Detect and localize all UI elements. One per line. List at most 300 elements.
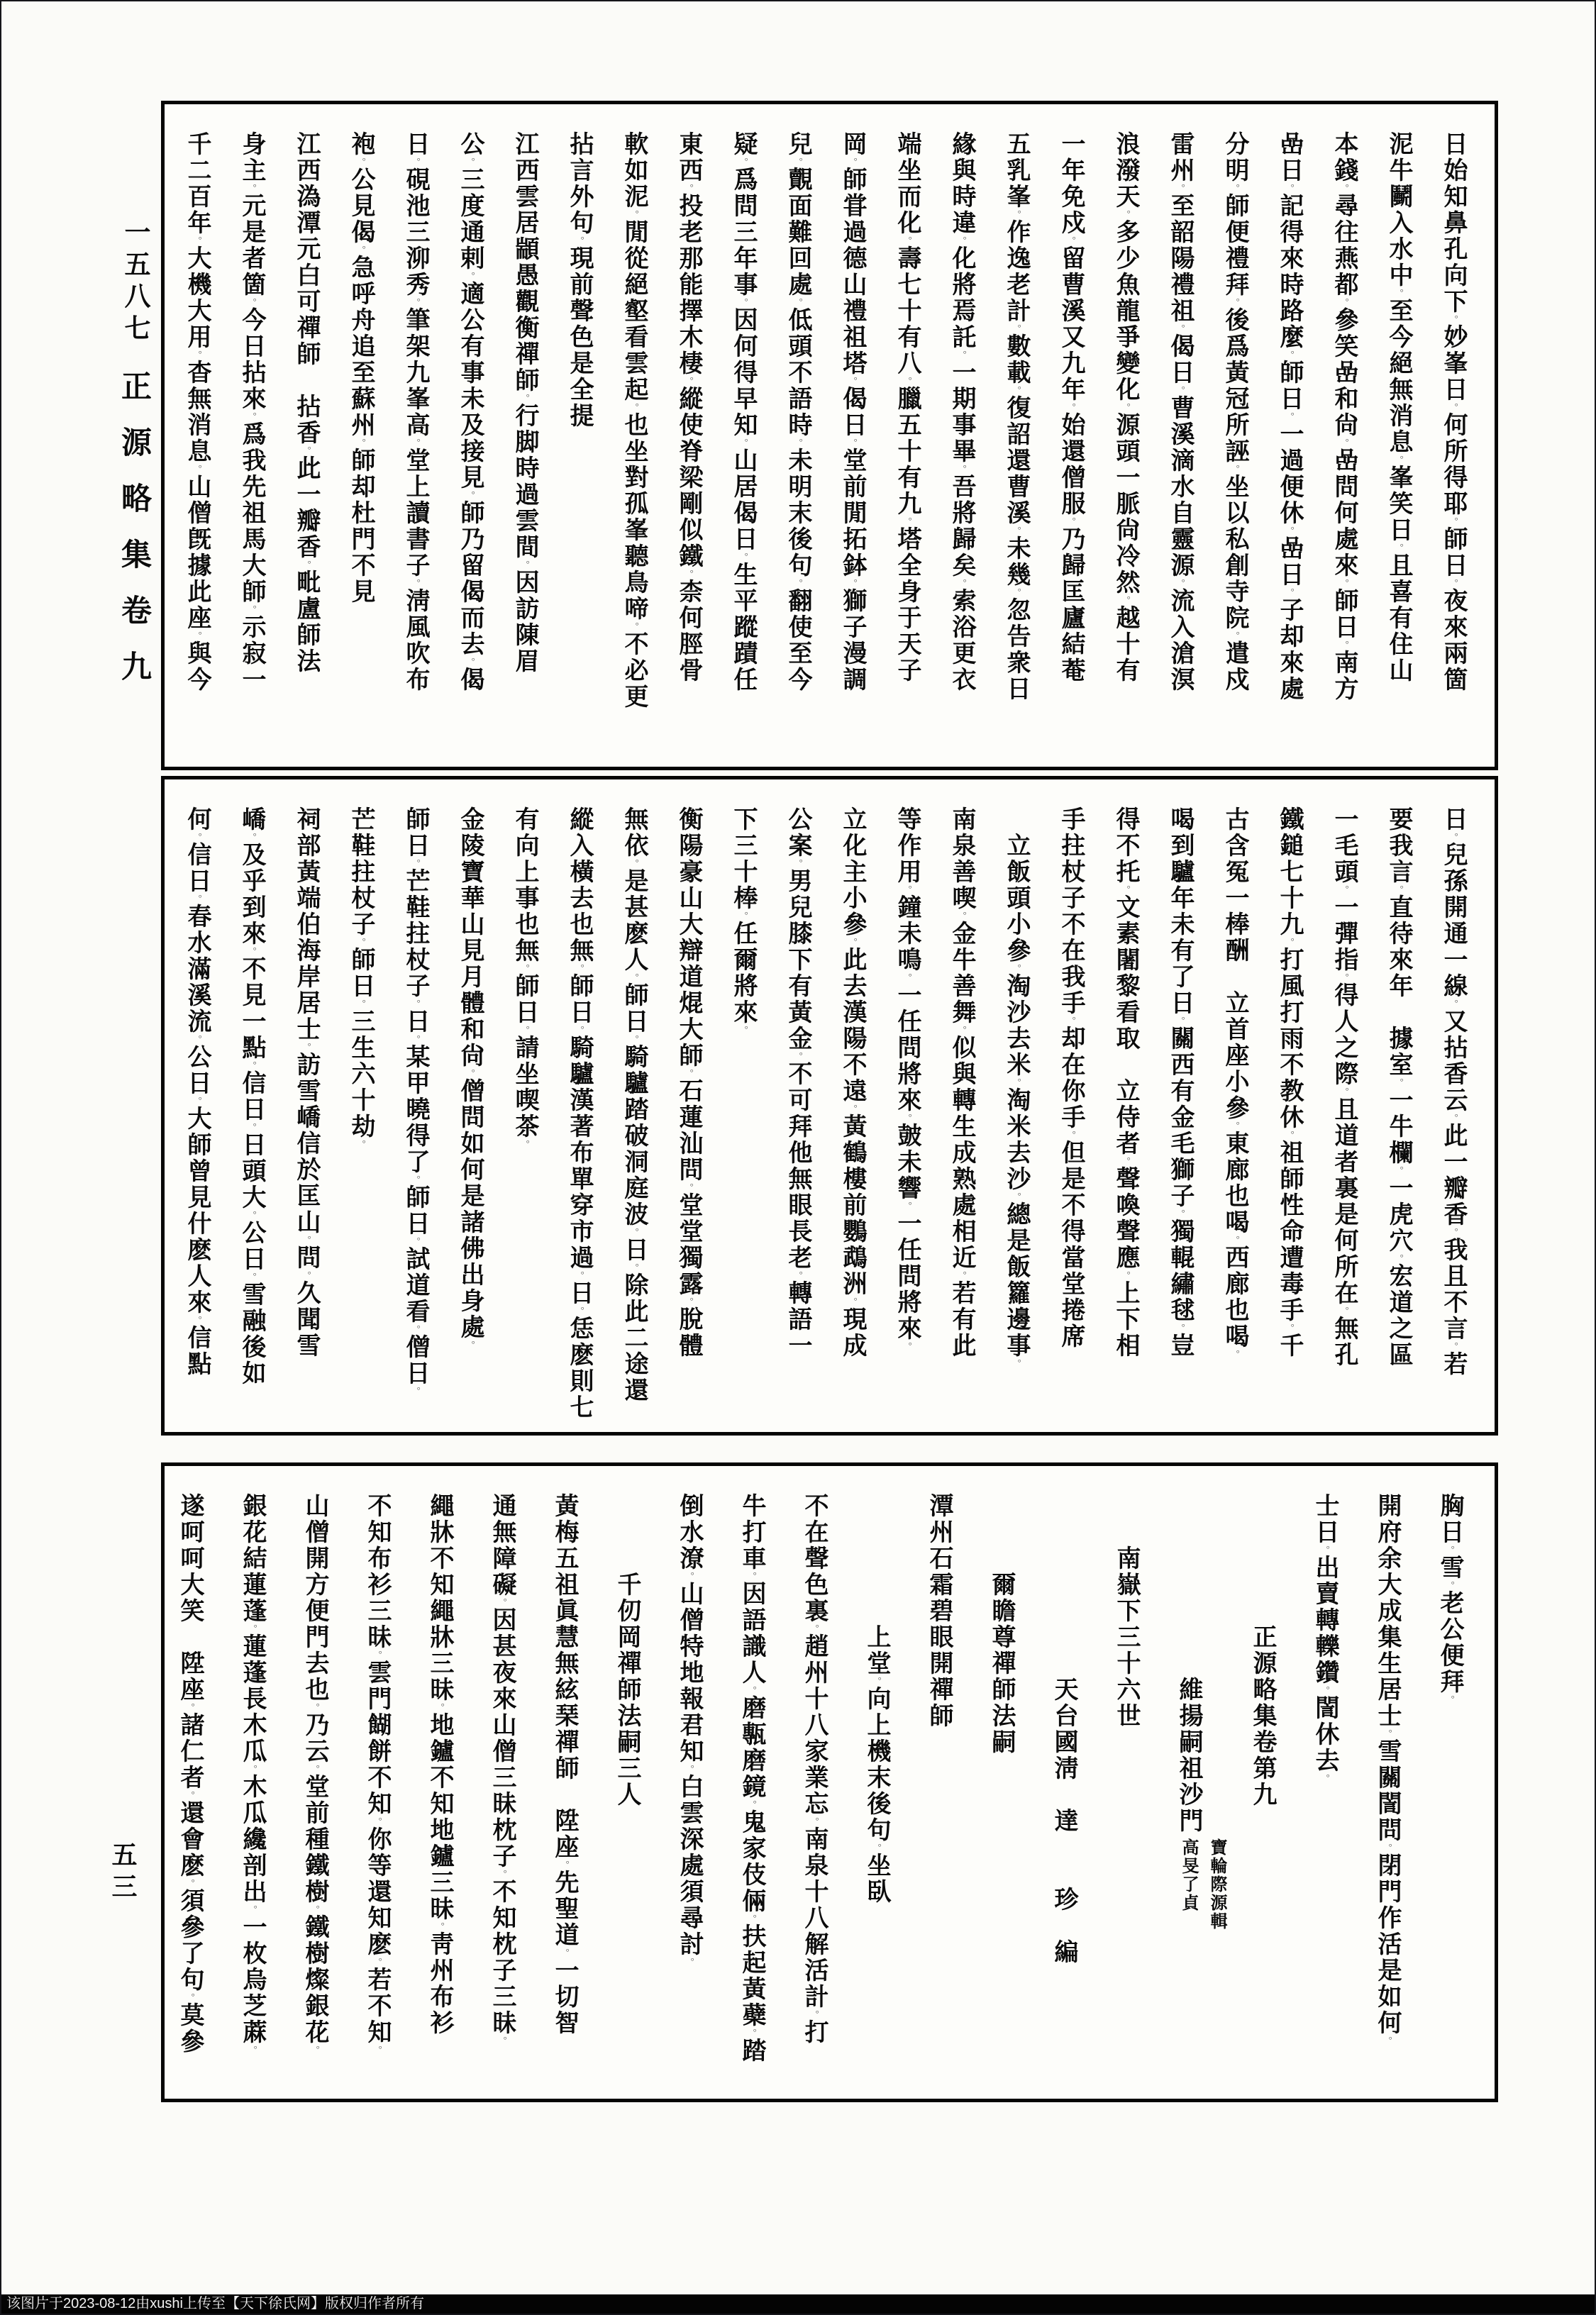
reading-mark: 。 [1229, 184, 1240, 193]
reading-mark: 。 [792, 859, 803, 868]
text-column: 無依。是甚麽人。師日。騎驢踏破洞庭波。日。除此二途還 [621, 806, 647, 1404]
text-column: 爾瞻尊禪師法嗣 [988, 1572, 1014, 1755]
reading-mark: 。 [192, 1316, 202, 1325]
reading-mark: 。 [301, 1236, 311, 1245]
reading-mark: 。 [1284, 588, 1295, 597]
reading-mark: 。 [1393, 885, 1404, 894]
reading-mark: 。 [519, 1026, 530, 1035]
reading-mark: 。 [192, 1097, 202, 1106]
text-column: 兒。覿面難回處。低頭不語時。未明末後句。翻使至今 [785, 131, 811, 693]
reading-mark: 。 [1011, 964, 1021, 973]
reading-mark: 。 [1011, 526, 1021, 535]
reading-mark: 。 [1011, 386, 1021, 395]
reading-mark: 。 [1011, 210, 1021, 219]
text-column: 開府余大成集生居士。雪關誾問。閉門作活是如何。 [1374, 1493, 1400, 2045]
reading-mark: 。 [1393, 1166, 1404, 1175]
reading-mark: 。 [628, 859, 639, 868]
text-column: 胸日。雪。老公便拜。 [1436, 1493, 1463, 1704]
reading-mark: 。 [434, 1703, 445, 1712]
reading-mark: 。 [956, 1026, 967, 1035]
reading-mark: 。 [246, 833, 257, 842]
reading-mark: 。 [1448, 833, 1458, 842]
text-column: 嵒日。記得來時路麼。師日。一過便休。嵒日。子却來處 [1276, 131, 1302, 702]
reading-mark: 。 [309, 1703, 320, 1712]
reading-mark: 。 [847, 157, 858, 167]
watermark-bar [1, 2294, 1595, 2314]
reading-mark: 。 [738, 298, 748, 307]
reading-mark: 。 [628, 622, 639, 631]
text-column: 浪潑天。多少魚龍爭變化。源頭一脈尙冷然。越十有 [1112, 131, 1138, 684]
reading-mark: 。 [519, 394, 530, 403]
text-column: 有向上事也無。師日。請坐喫茶。 [511, 806, 538, 1149]
reading-mark: 。 [956, 1271, 967, 1280]
reading-mark: 。 [902, 517, 912, 526]
margin-folio-number: 五三 [109, 1841, 137, 1905]
reading-mark: 。 [1393, 1254, 1404, 1263]
reading-mark: 。 [1448, 517, 1458, 526]
text-column: 銀花結蓮蓬。蓮蓬長木瓜。木瓜纔剖出。一枚烏芝蔴。 [239, 1493, 265, 2055]
reading-mark: 。 [956, 579, 967, 588]
reading-mark: 。 [1120, 210, 1131, 219]
reading-mark: 。 [247, 1765, 257, 1774]
reading-mark: 。 [497, 2036, 507, 2045]
reading-mark: 。 [628, 1263, 639, 1272]
reading-mark: 。 [956, 911, 967, 921]
text-column: 日。硯池三泖秀。筆架九峯高。堂上讀書子。淸風吹布 [402, 131, 428, 693]
margin-page-number: 一五八七 [120, 218, 149, 346]
reading-mark: 。 [497, 1870, 507, 1879]
text-column: 得不托。文素闍黎看取 立侍者。聲喚聲應。上下相 [1112, 806, 1138, 1359]
reading-mark: 。 [246, 1061, 257, 1070]
text-column: 山僧開方便門去也。乃云。堂前種鐵樹。鐵樹燦銀花。 [301, 1493, 328, 2055]
reading-mark: 。 [1065, 1131, 1076, 1140]
reading-mark: 。 [1382, 2036, 1392, 2045]
reading-mark: 。 [683, 377, 694, 386]
text-column: 南泉善喫。金牛善舞。似與轉生成熟處相近。若有此 [948, 806, 975, 1359]
reading-mark: 。 [792, 438, 803, 448]
reading-mark: 。 [246, 605, 257, 614]
text-column: 下三十棒。任爾將來。 [730, 806, 756, 1035]
text-column: 千仞岡禪師法嗣三人 [614, 1572, 640, 1808]
text-column: 鐵鎚七十九。打風打雨不教休。祖師性命遭毒手。千 [1276, 806, 1302, 1359]
reading-mark: 。 [1065, 1016, 1076, 1026]
reading-mark: 。 [246, 1272, 257, 1282]
reading-mark: 。 [192, 894, 202, 904]
text-column: 衡陽豪山大辯道焜大師。石蓮汕問。堂堂獨露。脫體 [675, 806, 702, 1359]
reading-mark: 。 [628, 1035, 639, 1044]
reading-mark: 。 [1319, 1545, 1330, 1555]
reading-mark: 。 [246, 1211, 257, 1220]
text-column: 立化主小參。此去漢陽不遠。黃鶴樓前鸚鵡洲。現成 [839, 806, 865, 1359]
reading-mark: 。 [684, 1572, 694, 1581]
reading-mark: 。 [465, 157, 475, 167]
reading-mark: 。 [410, 1175, 421, 1184]
text-column: 上堂。向上機末後句。坐臥 [863, 1624, 890, 1905]
text-block-upper [161, 101, 1498, 770]
reading-mark: 。 [1393, 1078, 1404, 1087]
reading-mark: 。 [1382, 1843, 1392, 1853]
reading-mark: 。 [246, 947, 257, 956]
reading-mark: 。 [628, 403, 639, 412]
reading-mark: 。 [871, 1677, 882, 1686]
reading-mark: 。 [574, 1306, 584, 1316]
reading-mark: 。 [1120, 885, 1131, 894]
reading-mark: 。 [809, 2010, 819, 2019]
text-column: 一年免戍。留曹溪又九年。始還僧服。乃歸匡廬結菴 [1058, 131, 1084, 684]
reading-mark: 。 [1448, 1342, 1458, 1351]
reading-mark: 。 [746, 1800, 757, 1809]
reading-mark: 。 [355, 1140, 366, 1149]
reading-mark: 。 [355, 245, 366, 255]
reading-mark: 。 [372, 2045, 382, 2055]
text-column: 日始知鼻孔向下。妙峯日。何所得耶。師日。夜來兩箇 [1440, 131, 1466, 693]
reading-mark: 。 [1339, 885, 1349, 894]
margin-volume-title: 正源略集卷九 [117, 370, 150, 706]
reading-mark: 。 [1120, 403, 1131, 412]
reading-mark: 。 [184, 1993, 195, 2002]
reading-mark: 。 [372, 1958, 382, 1967]
reading-mark: 。 [1444, 1695, 1455, 1704]
text-column: 芒鞋拄杖子。師日。三生六十劫。 [348, 806, 374, 1149]
reading-mark: 。 [1393, 289, 1404, 298]
reading-mark: 。 [847, 579, 858, 588]
text-column: 岡。師甞過德山禮祖塔。偈日。堂前閒拓鉢。獅子漫調 [839, 131, 865, 693]
reading-mark: 。 [574, 1026, 584, 1035]
text-column: 牛打車。因語識人。磨甎磨鏡。鬼家伎倆。扶起黃蘗。踏 [738, 1493, 765, 2064]
text-column: 日。兒孫開通一線。又拈香云。此一瓣香。我且不言。若 [1440, 806, 1466, 1377]
reading-mark: 。 [1339, 1087, 1349, 1097]
text-column: 江西雲居顓愚觀衡禪師。行脚時過雲間。因訪陳眉 [511, 131, 538, 674]
reading-mark: 。 [902, 885, 912, 894]
reading-mark: 。 [1011, 1192, 1021, 1201]
text-column: 千二百年。大機大用。杳無消息。山僧旣據此座。與今 [184, 131, 210, 693]
reading-mark: 。 [465, 1340, 475, 1350]
text-column: 天台國淸 達 珍 編 [1051, 1677, 1077, 1965]
reading-mark: 。 [465, 1069, 475, 1078]
text-column: 要我言。直待來年 據室。一牛欄。一虎穴。宏道之區 [1385, 806, 1412, 1368]
text-column: 東西。投老那能擇木棲。縱使脊梁剛似鐵。柰何脛骨 [675, 131, 702, 684]
reading-mark: 。 [628, 1228, 639, 1237]
reading-mark: 。 [738, 553, 748, 562]
text-column: 拈言外句。現前聲色是全提 [566, 131, 592, 429]
text-column: 何。信日。春水滿溪流。公日。大師曾見什麽人來。信點 [184, 806, 210, 1377]
reading-mark: 。 [792, 1052, 803, 1061]
reading-mark: 。 [1065, 236, 1076, 245]
reading-mark: 。 [309, 2045, 320, 2055]
text-column: 維揚嗣祖沙門 寶輪際源輯 高旻了貞 [1157, 1493, 1231, 2094]
text-column: 潭州石霜碧眼開禪師 [926, 1493, 952, 1729]
reading-mark: 。 [246, 298, 257, 307]
reading-mark: 。 [574, 236, 584, 245]
reading-mark: 。 [192, 350, 202, 360]
reading-mark: 。 [355, 999, 366, 1009]
reading-mark: 。 [497, 1598, 507, 1607]
text-column: 通無障礙。因甚夜來山僧三昧枕子。不知枕子三昧。 [489, 1493, 515, 2045]
reading-mark: 。 [301, 1271, 311, 1280]
reading-mark: 。 [410, 859, 421, 868]
reading-mark: 。 [192, 236, 202, 245]
reading-mark: 。 [1284, 938, 1295, 947]
reading-mark: 。 [1448, 315, 1458, 324]
text-column: 金陵寶華山見月體和尙。僧問如何是諸佛出身處。 [457, 806, 483, 1350]
reading-mark: 。 [847, 377, 858, 386]
reading-mark: 。 [1448, 579, 1458, 588]
reading-mark: 。 [1011, 1359, 1021, 1368]
reading-mark: 。 [746, 2028, 757, 2038]
reading-mark: 。 [1065, 517, 1076, 526]
text-column: 古含冤一棒酬 立首座小參。東廊也喝。西廊也喝。 [1221, 806, 1248, 1359]
text-column: 等作用。鐘未鳴。一任問將來。皷未響。一任問將來。 [894, 806, 920, 1351]
reading-mark: 。 [628, 210, 639, 219]
reading-mark: 。 [683, 1297, 694, 1306]
reading-mark: 。 [1444, 1545, 1455, 1555]
reading-mark: 。 [410, 157, 421, 167]
text-column: 倒水潦。山僧特地報君知。白雲深處須尋討。 [676, 1493, 702, 1967]
reading-mark: 。 [372, 1650, 382, 1660]
reading-mark: 。 [1444, 1581, 1455, 1590]
reading-mark: 。 [410, 438, 421, 448]
reading-mark: 。 [1382, 1729, 1392, 1738]
reading-mark: 。 [1448, 1114, 1458, 1123]
reading-mark: 。 [683, 184, 694, 193]
reading-mark: 。 [746, 1572, 757, 1581]
reading-mark: 。 [519, 1140, 530, 1149]
text-column: 嶠。及乎到來。不見一點。信日。日頭大。公日。雪融後如 [238, 806, 265, 1387]
text-columns-middle [170, 806, 1480, 1428]
reading-mark: 。 [1229, 298, 1240, 307]
reading-mark: 。 [410, 1325, 421, 1334]
reading-mark: 。 [1339, 973, 1349, 982]
reading-mark: 。 [956, 350, 967, 360]
reading-mark: 。 [746, 1686, 757, 1695]
reading-mark: 。 [1284, 1131, 1295, 1140]
reading-mark: 。 [1120, 1157, 1131, 1166]
reading-mark: 。 [1284, 526, 1295, 535]
reading-mark: 。 [574, 964, 584, 973]
reading-mark: 。 [956, 236, 967, 245]
reading-mark: 。 [410, 1237, 421, 1246]
reading-mark: 。 [247, 2045, 257, 2055]
text-column: 身主。元是者箇。今日拈來。爲我先祖馬大師。示寂一 [238, 131, 265, 693]
reading-mark: 。 [1229, 1236, 1240, 1245]
reading-mark: 。 [1065, 403, 1076, 412]
reading-mark: 。 [684, 1958, 694, 1967]
reading-mark: 。 [355, 938, 366, 947]
text-column: 泥牛鬭入水中。至今絕無消息。峯笑日。且喜有住山 [1385, 131, 1412, 684]
text-column: 南嶽下三十六世 [1113, 1545, 1139, 1729]
reading-mark: 。 [1011, 588, 1021, 597]
reading-mark: 。 [746, 1914, 757, 1923]
text-column: 遂呵呵大笑 陞座。諸仁者。還會麽。須參了句。莫參 [177, 1493, 203, 2055]
reading-mark: 。 [1011, 324, 1021, 333]
reading-mark: 。 [184, 1879, 195, 1888]
text-column: 祠部黃端伯海岸居士。訪雪嶠信於匡山。問。久聞雪 [293, 806, 319, 1359]
reading-mark: 。 [184, 1703, 195, 1712]
reading-mark: 。 [847, 1297, 858, 1306]
reading-mark: 。 [902, 1114, 912, 1123]
reading-mark: 。 [1229, 1121, 1240, 1131]
text-column: 公案。男兒膝下有黃金。不可拜他無眼長老。轉語一 [785, 806, 811, 1359]
reading-mark: 。 [309, 1765, 320, 1774]
reading-mark: 。 [871, 1843, 882, 1853]
reading-mark: 。 [628, 973, 639, 982]
text-column: 喝到驢年未有了日。關西有金毛獅子。獨輥繡毬。豈 [1167, 806, 1193, 1359]
reading-mark: 。 [847, 438, 858, 448]
text-column: 雷州。至韶陽禮祖。偈日。曹溪滴水自靈源。流入滄溟 [1167, 131, 1193, 693]
reading-mark: 。 [1339, 579, 1349, 588]
reading-mark: 。 [1393, 455, 1404, 465]
reading-mark: 。 [246, 1123, 257, 1132]
reading-mark: 。 [434, 1922, 445, 1931]
reading-mark: 。 [902, 1201, 912, 1211]
reading-mark: 。 [792, 157, 803, 167]
reading-mark: 。 [1339, 1306, 1349, 1316]
reading-mark: 。 [902, 377, 912, 386]
reading-mark: 。 [1284, 1323, 1295, 1333]
reading-mark: 。 [1229, 631, 1240, 640]
reading-mark: 。 [902, 973, 912, 982]
reading-mark: 。 [410, 298, 421, 307]
text-column: 繩牀不知繩牀三昧。地鑪不知地鑪三昧。靑州布衫 [426, 1493, 453, 2036]
reading-mark: 。 [559, 1948, 570, 1958]
reading-mark: 。 [1339, 640, 1349, 650]
reading-mark: 。 [683, 570, 694, 579]
reading-mark: 。 [410, 999, 421, 1009]
reading-mark: 。 [792, 579, 803, 588]
reading-mark: 。 [1175, 386, 1185, 395]
reading-mark: 。 [247, 1624, 257, 1633]
reading-mark: 。 [1319, 1774, 1330, 1783]
reading-mark: 。 [1229, 465, 1240, 474]
reading-mark: 。 [1448, 403, 1458, 412]
reading-mark: 。 [1284, 350, 1295, 360]
reading-mark: 。 [1175, 579, 1185, 588]
reading-mark: 。 [738, 911, 748, 921]
text-columns-upper [170, 131, 1480, 762]
reading-mark: 。 [792, 298, 803, 307]
text-column: 縱入橫去也無。師日。騎驢漢著布單穿市過。日。恁麽則七 [566, 806, 592, 1421]
text-column: 立飯頭小參。淘沙去米。淘米去沙。總是飯籮邊事。 [1003, 833, 1029, 1368]
reading-mark: 。 [465, 657, 475, 667]
reading-mark: 。 [1319, 1686, 1330, 1695]
reading-mark: 。 [809, 1817, 819, 1826]
text-column: 緣與時違。化將焉託。一期事畢。吾將歸矣。索浴更衣 [948, 131, 975, 693]
reading-mark: 。 [902, 236, 912, 245]
reading-mark: 。 [192, 465, 202, 474]
reading-mark: 。 [247, 1905, 257, 1914]
reading-mark: 。 [410, 1387, 421, 1396]
text-column: 軟如泥。閒從絕壑看雲起。也坐對孤峯聽鳥啼。不必更 [621, 131, 647, 710]
reading-mark: 。 [847, 1104, 858, 1114]
reading-mark: 。 [1284, 412, 1295, 421]
reading-mark: 。 [1339, 298, 1349, 307]
reading-mark: 。 [192, 631, 202, 640]
reading-mark: 。 [246, 412, 257, 421]
text-block-middle [161, 776, 1498, 1436]
reading-mark: 。 [465, 272, 475, 281]
text-column: 黃梅五祖眞慧無絃琹禪師 陞座。先聖道。一切智 [551, 1493, 577, 2036]
dual-line-annotation [1174, 1838, 1231, 1931]
text-column: 師日。芒鞋拄杖子。日。某甲曉得了。師日。試道看。僧日。 [402, 806, 428, 1396]
reading-mark: 。 [1175, 1323, 1185, 1333]
reading-mark: 。 [684, 1765, 694, 1774]
reading-mark: 。 [792, 1271, 803, 1280]
text-column: 不知布衫三昧。雲門餬餅不知。你等還知麽。若不知。 [364, 1493, 390, 2055]
reading-mark: 。 [1393, 543, 1404, 553]
reading-mark: 。 [902, 1342, 912, 1351]
reading-mark: 。 [410, 1035, 421, 1044]
reading-mark: 。 [301, 446, 311, 455]
reading-mark: 。 [847, 938, 858, 947]
reading-mark: 。 [184, 1791, 195, 1800]
reading-mark: 。 [738, 438, 748, 448]
reading-mark: 。 [1448, 1228, 1458, 1237]
reading-mark: 。 [301, 1043, 311, 1052]
reading-mark: 。 [372, 1817, 382, 1826]
text-column: 公。三度通剌。適公有事未及接見。師乃留偈而去。偈 [457, 131, 483, 693]
reading-mark: 。 [309, 1905, 320, 1914]
reading-mark: 。 [559, 1860, 570, 1870]
text-column: 手拄杖子不在我手。却在你手。但是不得當堂捲席 [1058, 806, 1084, 1350]
reading-mark: 。 [355, 438, 366, 448]
reading-mark: 。 [574, 1271, 584, 1280]
text-column: 本錢。尋往燕都。參笑嵒和尙。嵒問何處來。師日。南方 [1331, 131, 1357, 702]
reading-mark: 。 [1175, 1016, 1185, 1026]
text-block-lower [161, 1462, 1498, 2102]
reading-mark: 。 [519, 964, 530, 973]
reading-mark: 。 [301, 560, 311, 570]
reading-mark: 。 [1229, 1350, 1240, 1359]
text-column: 五乳峯。作逸老計。數載。復詔還曹溪。未幾。忽告衆日 [1003, 131, 1029, 702]
reading-mark: 。 [683, 1183, 694, 1192]
text-column: 疑。爲問三年事。因何得早知。山居偈日。生平蹤蹟任 [730, 131, 756, 693]
text-column: 一毛頭。一彈指。得人之際。且道者裏是何所在。無孔 [1331, 806, 1357, 1368]
reading-mark: 。 [1175, 1209, 1185, 1218]
watermark-text: 该图片于2023-08-12由xushi上传至【天下徐氏网】版权归作者所有 [6, 2296, 424, 2311]
reading-mark: 。 [809, 1624, 819, 1633]
text-column: 士日。出賣轉轢鑽。誾休去。 [1312, 1493, 1338, 1783]
reading-mark: 。 [738, 157, 748, 167]
reading-mark: 。 [519, 560, 530, 570]
reading-mark: 。 [1284, 184, 1295, 193]
reading-mark: 。 [1175, 324, 1185, 333]
reading-mark: 。 [192, 833, 202, 842]
reading-mark: 。 [246, 184, 257, 193]
text-column: 分明。師便禮拜。後爲黃冠所誣。坐以私創寺院。遣戍 [1221, 131, 1248, 693]
reading-mark: 。 [1448, 999, 1458, 1009]
reading-mark: 。 [683, 1069, 694, 1078]
text-column: 袍。公見偈。急呼舟追至蘇州。師却杜門不見 [348, 131, 374, 605]
text-column: 江西溈潭元白可禪師 拈香。此一瓣香。毗盧師法 [293, 131, 319, 674]
reading-mark: 。 [1120, 1271, 1131, 1280]
text-columns-lower [170, 1493, 1480, 2094]
reading-mark: 。 [1011, 1078, 1021, 1087]
text-column: 端坐而化。壽七十有八。臘五十有九。塔全身于天子 [894, 131, 920, 684]
reading-mark: 。 [465, 491, 475, 500]
reading-mark: 。 [410, 579, 421, 588]
reading-mark: 。 [1339, 184, 1349, 193]
reading-mark: 。 [355, 157, 366, 167]
reading-mark: 。 [1339, 438, 1349, 448]
annotation-line: 高旻了貞 [1179, 1838, 1197, 1912]
text-column: 正源略集卷第九 [1249, 1624, 1275, 1808]
reading-mark: 。 [1120, 596, 1131, 605]
reading-mark: 。 [738, 1026, 748, 1035]
text-column: 不在聲色裏。趙州十八家業忘。南泉十八解活計。打 [801, 1493, 827, 2045]
annotation-line: 寶輪際源輯 [1207, 1838, 1226, 1931]
reading-mark: 。 [1175, 184, 1185, 193]
reading-mark: 。 [192, 1035, 202, 1044]
